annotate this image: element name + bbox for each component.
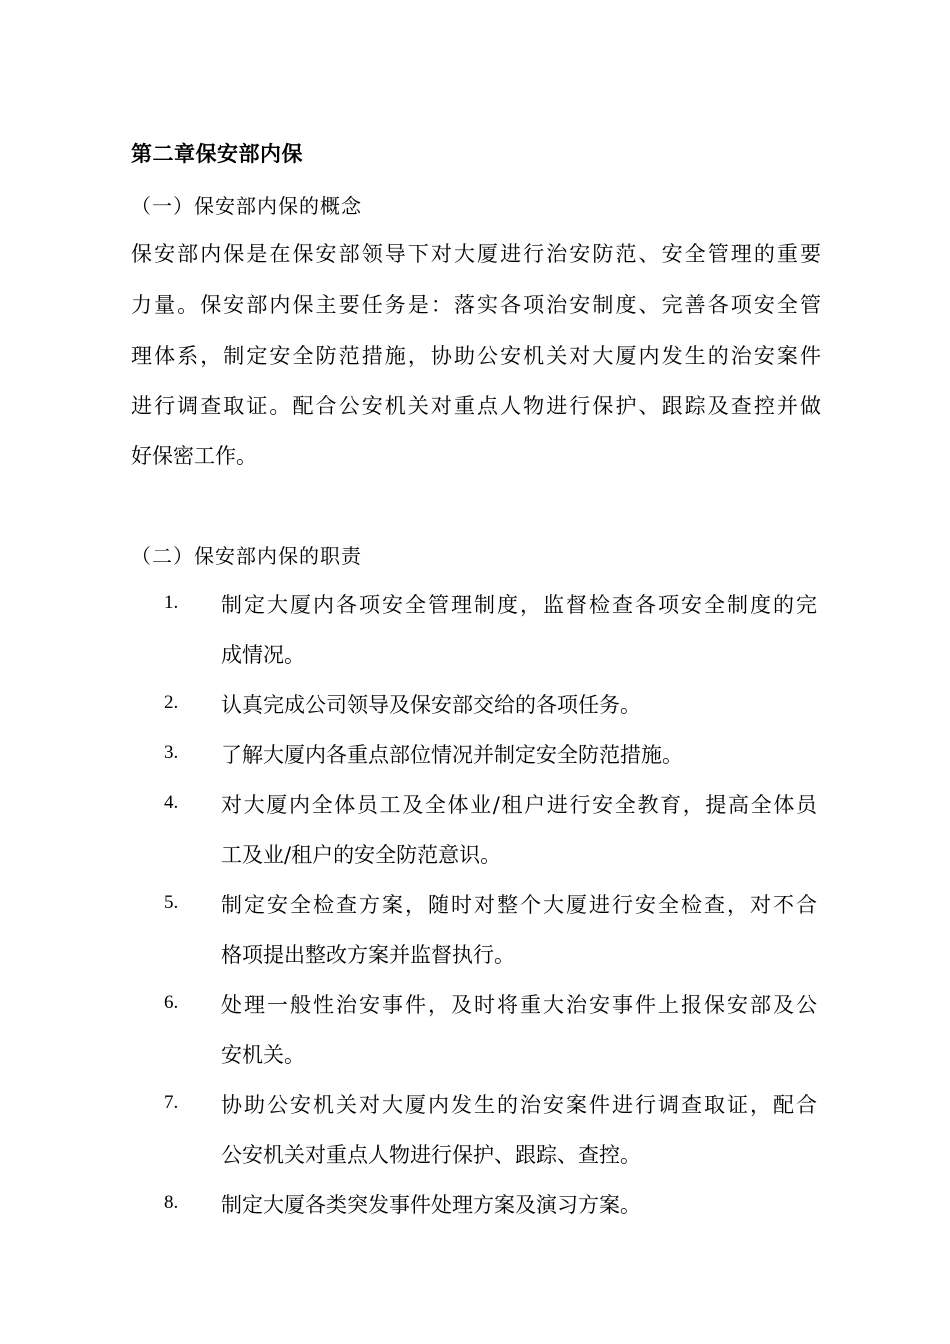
list-item-line: 对大厦内全体员工及全体业/租户进行安全教育，提高全体员 [221,793,817,817]
paragraph-line: 好保密工作。 [131,444,257,468]
list-item-number: 7. [164,1092,179,1113]
chapter-title: 第二章保安部内保 [131,141,303,166]
list-item-line: 处理一般性治安事件，及时将重大治安事件上报保安部及公 [221,993,817,1017]
list-item-line: 协助公安机关对大厦内发生的治安案件进行调查取证，配合 [221,1093,817,1117]
list-item-number: 8. [164,1192,179,1213]
list-item-line: 制定大厦内各项安全管理制度，监督检查各项安全制度的完 [221,593,817,617]
list-item-number: 5. [164,892,179,913]
list-item-line: 制定大厦各类突发事件处理方案及演习方案。 [221,1193,641,1217]
list-item-number: 4. [164,792,179,813]
list-item-line: 工及业/租户的安全防范意识。 [221,843,502,867]
list-item-number: 2. [164,692,179,713]
list-item-number: 6. [164,992,179,1013]
list-item-line: 了解大厦内各重点部位情况并制定安全防范措施。 [221,743,683,767]
paragraph-line: 进行调查取证。配合公安机关对重点人物进行保护、跟踪及查控并做 [131,394,821,418]
section-heading-concept: （一）保安部内保的概念 [131,194,362,218]
paragraph-line: 理体系，制定安全防范措施，协助公安机关对大厦内发生的治安案件 [131,344,821,368]
list-item-number: 1. [164,592,179,613]
section-heading-duties: （二）保安部内保的职责 [131,544,362,568]
list-item-line: 制定安全检查方案，随时对整个大厦进行安全检查，对不合 [221,893,817,917]
paragraph-line: 保安部内保是在保安部领导下对大厦进行治安防范、安全管理的重要 [131,242,821,266]
list-item-line: 格项提出整改方案并监督执行。 [221,943,515,967]
list-item-line: 成情况。 [221,643,305,667]
paragraph-line: 力量。保安部内保主要任务是：落实各项治安制度、完善各项安全管 [131,293,821,317]
list-item-number: 3. [164,742,179,763]
list-item-line: 公安机关对重点人物进行保护、跟踪、查控。 [221,1143,641,1167]
list-item-line: 安机关。 [221,1043,305,1067]
list-item-line: 认真完成公司领导及保安部交给的各项任务。 [221,693,641,717]
